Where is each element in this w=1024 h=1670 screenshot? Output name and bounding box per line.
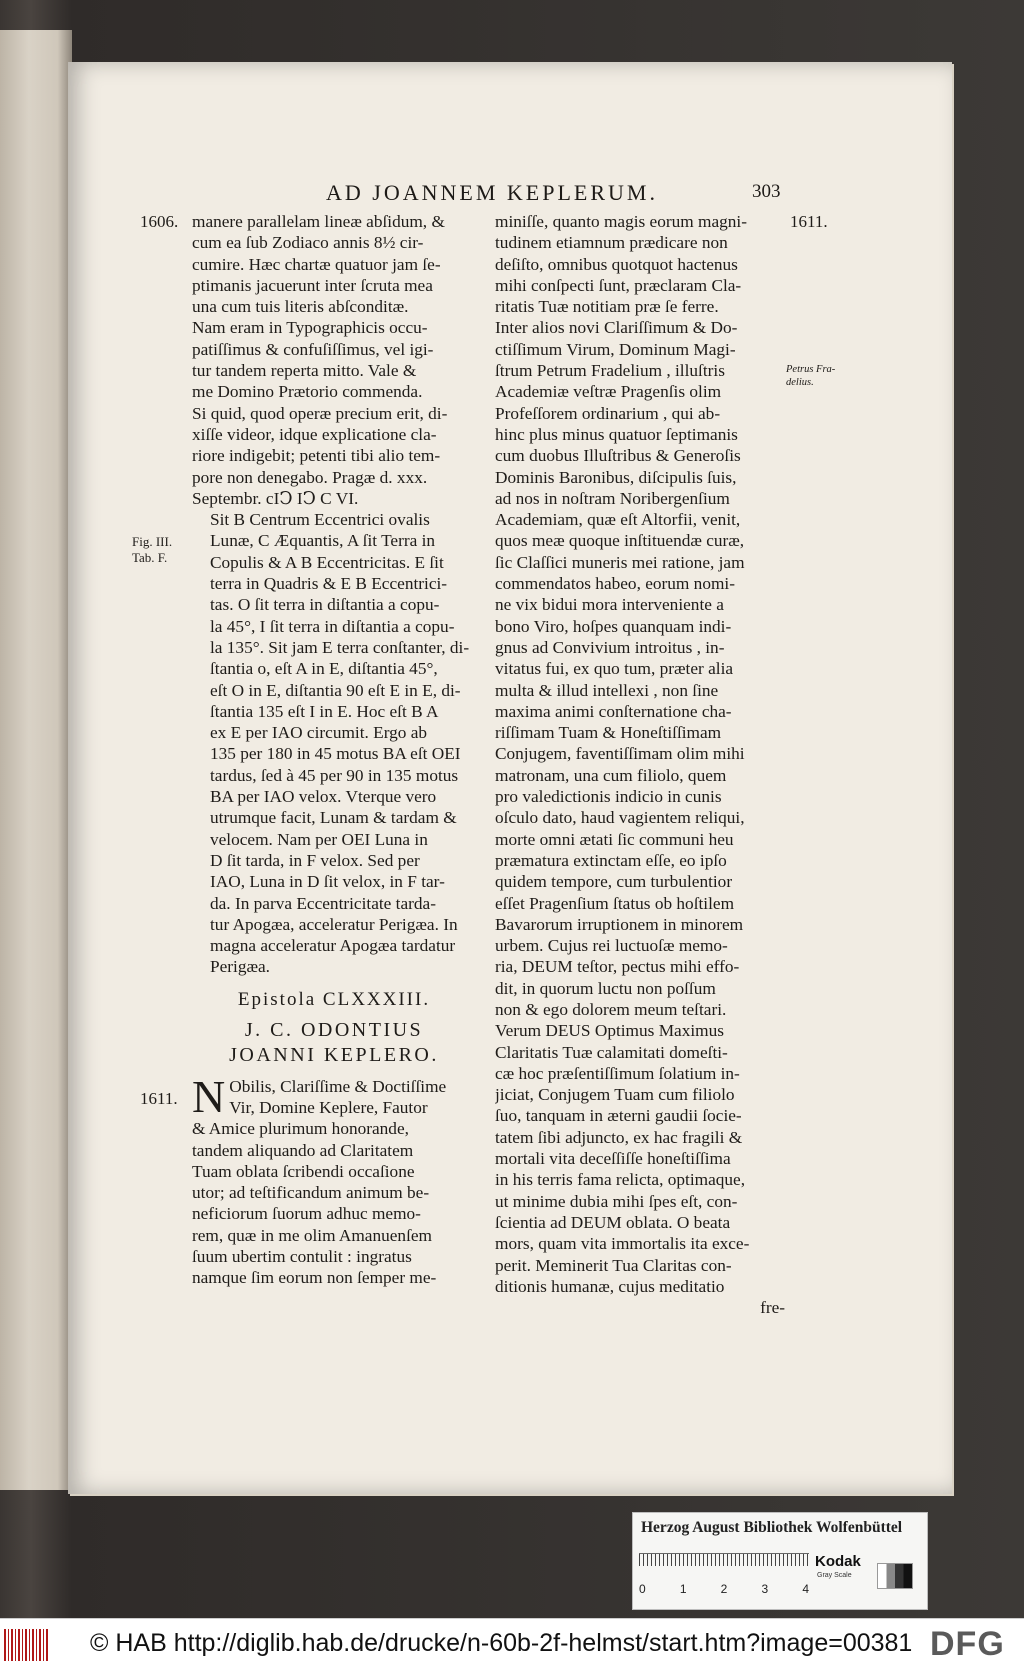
text-line: velocem. Nam per OEI Luna in [210,829,428,849]
text-line: dit, in quorum luctu non poſſum [495,978,716,998]
page-number: 303 [752,181,781,202]
kodak-brand: Kodak [815,1553,861,1570]
text-line: Nam eram in Typographicis occu- [192,318,428,338]
text-line: commendatos habeo, eorum nomi- [495,574,735,594]
paragraph-3-body [192,1070,476,1289]
text-line: me Domino Prætorio commenda. [192,382,423,402]
text-line: maxima animi conſternatione cha- [495,701,732,721]
text-line: utrumque facit, Lunam & tardam & [210,808,457,828]
text-line: ritatis Tuæ notitiam præ ſe ferre. [495,297,719,317]
text-line: Lunæ, C Æquantis, A ſit Terra in [210,531,436,551]
drop-capital: N [192,1070,226,1122]
text-line: eſt O in E, diſtantia 90 eſt E in E, di- [210,680,461,700]
text-line: Academiæ veſtræ Pragenſis olim [495,382,722,402]
text-line: riore indigebit; petenti tibi alio tem- [192,446,441,466]
text-line: pore non denegabo. Pragæ d. xxx. [192,467,428,487]
text-line: Copulis & A B Eccentricitas. E ſit [210,552,444,572]
text-line: eſſet Pragenſium ſtatus ob hoſtilem [495,893,735,913]
paragraph-3 [192,1070,476,1289]
text-line: Profeſſorem ordinarium , qui ab- [495,403,721,423]
name-note-line: Petrus Fra- [786,364,836,375]
text-line: riſſimam Tuam & Honeſtiſſimam [495,723,722,743]
paragraph-1 [192,211,476,509]
text-line: Perigæa. [210,957,270,977]
text-line: in his terris fama relicta, optimaque, [495,1170,746,1190]
text-line: la 135°. Sit jam E terra conſtanter, di- [210,637,470,657]
text-line: Bavarorum irruptionem in minorem [495,914,744,934]
left-column [192,211,476,1289]
text-line: urbem. Cujus rei luctuoſæ memo- [495,936,728,956]
text-line: Dominis Baronibus, diſcipulis ſuis, [495,467,737,487]
text-line: Claritatis Tuæ calamitati domeſti- [495,1042,728,1062]
text-line: quidem tempore, cum turbulentior [495,872,733,892]
text-line: neficiorum ſuorum adhuc memo- [192,1204,421,1224]
barcode-icon [4,1629,48,1661]
text-line: terra in Quadris & E B Eccentrici- [210,574,448,594]
text-line: hinc plus minus quatuor ſeptimanis [495,424,738,444]
text-line: & Amice plurimum honorande, [192,1119,409,1139]
text-line: ſtantia o, eſt A in E, diſtantia 45°, [210,659,438,679]
paragraph-2 [192,509,476,978]
left-page-edge [0,30,72,1490]
gray-swatch [877,1563,913,1589]
text-line: oſculo dato, haud vagientem reliqui, [495,808,745,828]
letter-author: J. C. ODONTIUS [244,1018,424,1041]
kodak-gray-scale [809,1551,919,1601]
text-line: da. In parva Eccentricitate tarda- [210,893,436,913]
letter-recipient: JOANNI KEPLERO. [229,1043,439,1066]
figure-ref-line: Fig. III. [132,534,173,549]
text-line: Si quid, quod operæ precium erit, di- [192,403,448,423]
text-line: cæ hoc præſentiſſimum ſolatium in- [495,1063,740,1083]
text-line: Academiam, quæ eſt Altorfii, venit, [495,510,741,530]
text-line: ſic Claſſici muneris mei ratione, jam [495,552,745,572]
text-line: ne vix bidui mora interveniente a [495,595,724,615]
text-line: namque ſim eorum non ſemper me- [192,1268,437,1288]
text-line: mihi conſpecti ſunt, præclaram Cla- [495,275,742,295]
library-color-card [632,1512,928,1610]
text-line: ex E per IAO circumit. Ergo ab [210,723,428,743]
text-line: ut minime dubia mihi ſpes eſt, con- [495,1191,738,1211]
text-line: quos meæ quoque inſtituendæ curæ, [495,531,745,551]
text-line: la 45°, I ſit terra in diſtantia a copu- [210,616,455,636]
text-line: perit. Meminerit Tua Claritas con- [495,1255,732,1275]
text-line: multa & illud intellexi , non ſine [495,680,719,700]
text-line: tur Apogæa, acceleratur Perigæa. In [210,914,458,934]
text-line: ria, DEUM teſtor, pectus mihi effo- [495,957,740,977]
text-line: cumire. Hæc chartæ quatuor jam ſe- [192,254,441,274]
ruler-digit: 4 [802,1582,809,1596]
text-line: tudinem etiamnum prædicare non [495,233,728,253]
text-line: Tuam oblata ſcribendi occaſione [192,1161,415,1181]
epistola-heading: Epistola CLXXXIII. [237,988,431,1010]
text-line: ſtantia 135 eſt I in E. Hoc eſt B A [210,701,439,721]
text-line: ſuo, tanquam in æterni gaudii ſocie- [495,1106,742,1126]
text-line: rem, quæ in me olim Amanuenſem [192,1225,432,1245]
text-line: Septembr. cIↃ IↃ C VI. [192,488,359,508]
text-line: IAO, Luna in D ſit velox, in F tar- [210,872,445,892]
ruler-digit: 0 [639,1582,646,1596]
text-line: matronam, una cum filiolo, quem [495,765,727,785]
margin-date-1611-left: 1611. [140,1089,178,1108]
library-name: Herzog August Bibliothek Wolfenbüttel [641,1519,903,1536]
dfg-logo: DFG [930,1625,1005,1663]
text-line: mortali vita deceſſiſſe honeſtiſſima [495,1149,731,1169]
ruler-digit: 3 [761,1582,769,1596]
text-line: jiciat, Conjugem Tuam cum filiolo [495,1085,735,1105]
right-column-text [495,211,785,1297]
text-line: bono Viro, hoſpes quanquam indi- [495,616,732,636]
text-line: deſiſto, omnibus quotquot hactenus [495,254,738,274]
text-line: Conjugem, faventiſſimam olim mihi [495,744,745,764]
running-head: AD JOANNEM KEPLERUM. [326,180,658,205]
text-line: mors, quam vita immortalis ita exce- [495,1234,750,1254]
text-line: xiſſe videor, idque explicatione cla- [192,424,437,444]
text-line: præmatura extinctam eſſe, eo ipſo [495,850,727,870]
text-line: ſtrum Petrum Fradelium , illuſtris [495,361,725,381]
footer-bar [0,1618,1024,1670]
text-line: tatem ſibi adjuncto, ex hac fragili & [495,1127,743,1147]
text-line: tardus, ſed à 45 per 90 in 135 motus [210,765,459,785]
text-line: tur tandem reperta mitto. Vale & [192,361,417,381]
text-line: utor; ad teſtificandum animum be- [192,1183,430,1203]
footer-url: © HAB http://diglib.hab.de/drucke/n-60b-2f-helmst/start.htm?image=00381 [90,1629,913,1657]
text-line: D ſit tarda, in F velox. Sed per [210,850,420,870]
text-line: ad nos in noſtram Noribergenſium [495,488,730,508]
text-line: miniſſe, quanto magis eorum magni- [495,212,747,231]
margin-date-1606: 1606. [140,212,179,231]
text-line: ſcientia ad DEUM oblata. O beata [495,1212,731,1232]
table-ref-line: Tab. F. [132,550,168,565]
text-line: patiſſimus & confuſiſſimus, vel igi- [192,339,434,359]
text-line: cum duobus Illuſtribus & Generoſis [495,446,741,466]
text-line: gnus ad Convivium introitus , in- [495,637,725,657]
text-line: cum ea ſub Zodiaco annis 8½ cir- [192,233,424,253]
text-line: Inter alios novi Clariſſimum & Do- [495,318,738,338]
text-line: una cum tuis literis abſconditæ. [192,297,409,317]
ruler-digit: 1 [679,1582,687,1596]
margin-name-note [786,363,835,389]
text-line: Verum DEUS Optimus Maximus [495,1021,724,1041]
text-line: tandem aliquando ad Claritatem [192,1140,414,1160]
text-line: ptimanis jacuerunt inter ſcruta mea [192,275,433,295]
text-line: ditionis humanæ, cujus meditatio [495,1276,725,1296]
name-note-line: delius. [786,377,814,388]
letter-heading [192,986,476,1068]
text-line: pro valedictionis indicio in cunis [495,787,722,807]
margin-figure-reference [132,534,172,566]
text-line: 135 per 180 in 45 motus BA eſt OEI [210,744,461,764]
text-line: ſuum ubertim contulit : ingratus [192,1247,412,1267]
text-line: tas. O ſit terra in diſtantia a copu- [210,595,440,615]
text-line: Vir, Domine Keplere, Fautor [229,1097,428,1117]
text-line: non & ego dolorem meum teſtari. [495,999,727,1019]
text-line: Sit B Centrum Eccentrici ovalis [210,510,430,530]
text-line: Obilis, Clariſſime & Doctiſſime [229,1076,447,1096]
catchword: fre- [760,1298,785,1318]
text-line: BA per IAO velox. Vterque vero [210,787,437,807]
ruler-digits [639,1582,809,1596]
right-column [495,211,785,1318]
scale-ruler [639,1553,809,1580]
text-line: magna acceleratur Apogæa tardatur [210,936,456,956]
ruler-digit: 2 [720,1582,728,1596]
text-line: ctiſſimum Virum, Dominum Magi- [495,339,736,359]
text-line: vitatus fui, ex quo tum, præter alia [495,659,734,679]
kodak-subtitle: Gray Scale [817,1572,852,1579]
margin-date-1611-right: 1611. [790,212,828,231]
text-line: manere parallelam lineæ abſidum, & [192,212,445,231]
text-line: morte omni ætati ſic communi heu [495,829,734,849]
